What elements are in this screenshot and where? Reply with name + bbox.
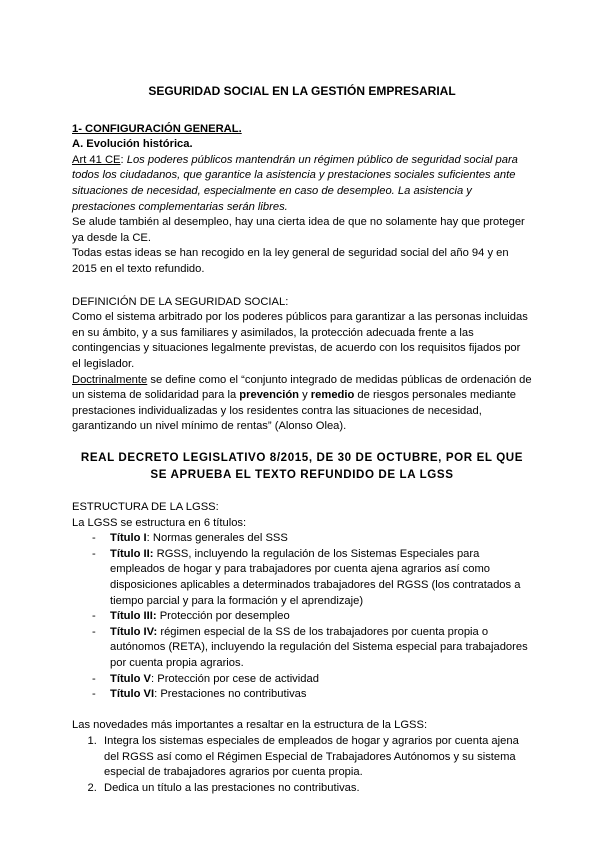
spacer xyxy=(72,703,532,719)
novedades-intro: Las novedades más importantes a resaltar en la estructura de la LGSS: xyxy=(72,719,428,732)
titulo-text: : Prestaciones no contributivas xyxy=(154,688,307,701)
dash-bullet: - xyxy=(92,688,96,701)
dash-bullet: - xyxy=(92,532,96,545)
dash-bullet: - xyxy=(92,625,96,638)
list-item xyxy=(92,531,532,547)
titulo-text: Protección por desempleo xyxy=(156,610,290,623)
estructura-heading: ESTRUCTURA DE LA LGSS: xyxy=(72,501,219,514)
list-item: 1. Integra los sistemas especiales de empleados de hogar y agrarios por cuenta ajena del RGSS así como el Régimen Especial de Trabajadores Autónomos y su sistema especial de trabajadores agrarios por cuenta propia. xyxy=(100,734,532,781)
list-item xyxy=(92,687,532,703)
dash-bullet: - xyxy=(92,610,96,623)
dash-bullet: - xyxy=(92,547,96,560)
titulo-text: : Normas generales del SSS xyxy=(146,532,288,545)
titulo-label: Título II: xyxy=(110,547,154,560)
doctrinal-text-b: y xyxy=(298,389,311,402)
paragraph-ley-general: Todas estas ideas se han recogido en la ley general de seguridad social del año 94 y en 2015 en el texto refundido. xyxy=(72,247,509,275)
list-item xyxy=(92,609,532,625)
spacer xyxy=(72,278,532,295)
document-title: SEGURIDAD SOCIAL EN LA GESTIÓN EMPRESARIAL xyxy=(148,84,456,98)
titulo-label: Título III: xyxy=(110,610,157,623)
doctrinal-text-c: de riesgos personales mediante prestaciones individualizadas y los residentes contra las situaciones de necesidad, garantizando un nivel mínimo de rentas” (Alonso Olea). xyxy=(72,389,517,433)
titulo-label: Título V xyxy=(110,672,152,685)
art41-colon: : xyxy=(120,153,124,166)
list-item: 2. Dedica un título a las prestaciones no contributivas. xyxy=(100,781,532,797)
titulo-text: régimen especial de la SS de los trabajadores por cuenta propia o autónomos (RETA), incluyendo la regulación del Sistema especial para trabajadores por cuenta propia agrarios. xyxy=(110,625,528,669)
novedades-list xyxy=(72,734,532,796)
section-heading-configuracion: 1- CONFIGURACIÓN GENERAL. xyxy=(72,122,242,135)
art41-quote: Los poderes públicos mantendrán un régimen público de seguridad social para todos los ciudadanos, que garantice la asistencia y prestaciones sociales suficientes ante situaciones de necesidad, especialmente en caso de desempleo. La asistencia y prestaciones complementarias serán libres. xyxy=(72,153,518,213)
doctrinal-text-a: se define como el “conjunto integrado de medidas públicas de ordenación de un sistema de solidaridad para la xyxy=(72,373,532,402)
titulos-list xyxy=(72,531,532,703)
real-decreto-title: REAL DECRETO LEGISLATIVO 8/2015, DE 30 DE OCTUBRE, POR EL QUE SE APRUEBA EL TEXTO REFUNDIDO DE LA LGSS xyxy=(80,451,524,482)
doctrinal-prevencion: prevención xyxy=(239,389,299,402)
art41-paragraph xyxy=(72,153,532,215)
titulo-label: Título I xyxy=(110,532,147,545)
doctrinal-remedio: remedio xyxy=(310,389,355,402)
estructura-intro: La LGSS se estructura en 6 títulos: xyxy=(72,516,247,529)
document-content xyxy=(72,84,532,796)
doctrinal-paragraph xyxy=(72,373,532,435)
list-item xyxy=(92,625,532,672)
definicion-heading: DEFINICIÓN DE LA SEGURIDAD SOCIAL: xyxy=(72,295,289,308)
list-item xyxy=(92,547,532,609)
dash-bullet: - xyxy=(92,672,96,685)
titulo-text: : Protección por cese de actividad xyxy=(151,672,319,685)
paragraph-desempleo: Se alude también al desempleo, hay una cierta idea de que no solamente hay que proteger ya desde la CE. xyxy=(72,216,525,244)
titulo-label: Título IV: xyxy=(110,625,158,638)
doctrinal-label: Doctrinalmente xyxy=(72,373,148,386)
list-item xyxy=(92,672,532,688)
titulo-label: Título VI xyxy=(110,688,155,701)
spacer xyxy=(72,435,532,451)
definicion-paragraph: Como el sistema arbitrado por los poderes públicos para garantizar a las personas incluidas en su ámbito, y a sus familiares y asimilados, la protección adecuada frente a las contingencias y situaciones legalmente previstas, de acuerdo con los requisitos fijados por el legislador. xyxy=(72,311,528,370)
titulo-text: RGSS, incluyendo la regulación de los Sistemas Especiales para empleados de hogar y para trabajadores por cuenta ajena agrarios así como disposiciones aplicables a determinados trabajadores del RGSS (los contratados a tiempo parcial y para la formación y el aprendizaje) xyxy=(110,547,521,607)
art41-reference: Art 41 CE xyxy=(72,153,121,166)
subheading-evolucion: A. Evolución histórica. xyxy=(72,138,193,151)
